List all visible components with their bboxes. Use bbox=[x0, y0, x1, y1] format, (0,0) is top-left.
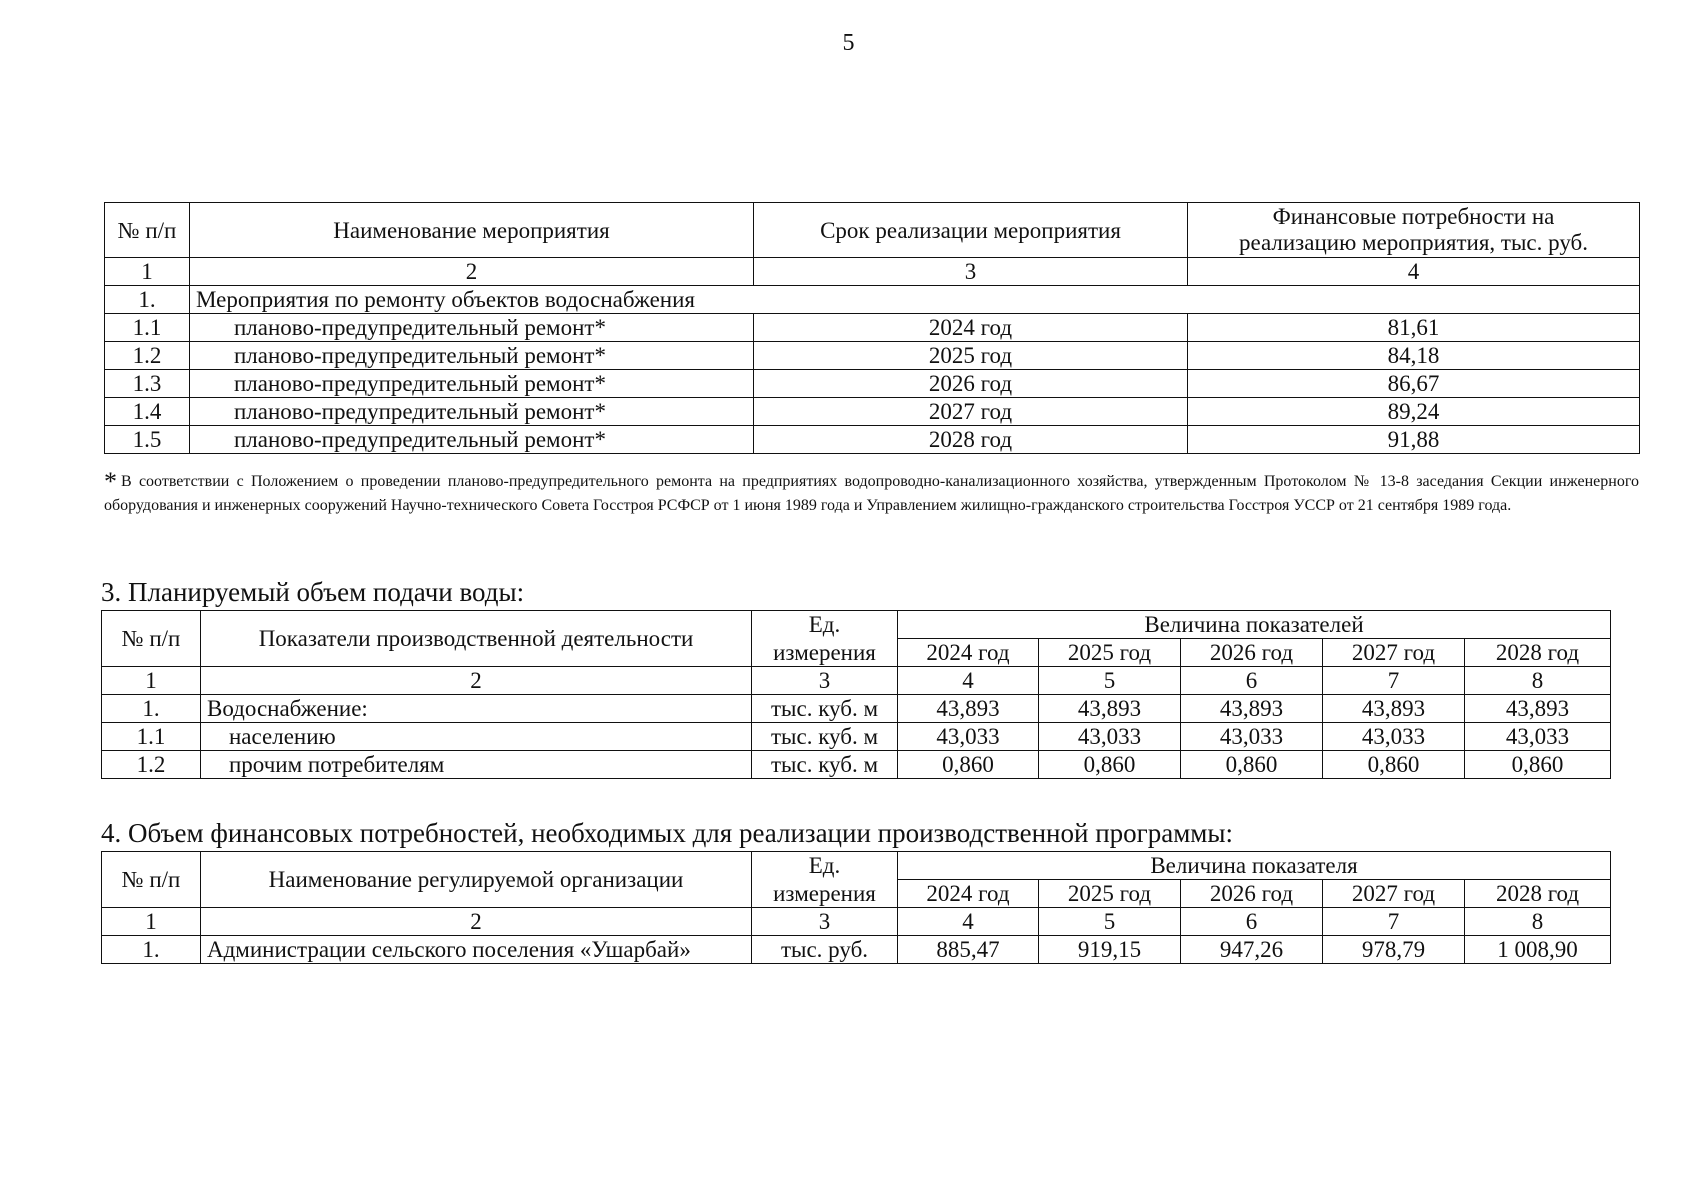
row-value: 43,893 bbox=[1039, 695, 1181, 723]
footnote-text: В соответствии с Положением о проведении планово-предупредительного ремонта на предприятиях водопроводно-канализационного хозяйства, утвержденным Протоколом № 13-8 заседания Секции инженерного оборудования и инженерных сооружений Научно-технического Совета Госстроя РСФСР от 1 июня 1989 года и Управлением жилищно-гражданского строительства Госстроя УССР от 21 сентября 1989 года. bbox=[104, 473, 1639, 514]
row-value: 91,88 bbox=[1188, 426, 1640, 454]
row-name: планово-предупредительный ремонт* bbox=[190, 398, 754, 426]
row-unit: тыс. руб. bbox=[752, 936, 898, 964]
column-numbers-row bbox=[102, 908, 1611, 936]
row-num: 1. bbox=[102, 936, 201, 964]
header-year: 2027 год bbox=[1323, 880, 1465, 908]
col-number: 2 bbox=[190, 258, 754, 286]
col-number: 6 bbox=[1181, 908, 1323, 936]
footnote-star: * bbox=[104, 467, 117, 496]
col-number: 3 bbox=[754, 258, 1188, 286]
water-supply-volume-table bbox=[101, 610, 1611, 779]
header-name: Наименование мероприятия bbox=[190, 203, 754, 258]
row-num: 1.2 bbox=[105, 342, 190, 370]
row-num: 1. bbox=[105, 286, 190, 314]
header-unit-line2: измерения bbox=[752, 880, 898, 908]
col-number: 5 bbox=[1039, 908, 1181, 936]
section-name: Мероприятия по ремонту объектов водоснабжения bbox=[190, 286, 1640, 314]
col-number: 2 bbox=[201, 908, 752, 936]
row-unit: тыс. куб. м bbox=[752, 751, 898, 779]
table-row bbox=[105, 398, 1640, 426]
header-year: 2026 год bbox=[1181, 880, 1323, 908]
table-row bbox=[102, 723, 1611, 751]
row-value: 919,15 bbox=[1039, 936, 1181, 964]
col-number: 3 bbox=[752, 667, 898, 695]
row-value: 43,033 bbox=[1181, 723, 1323, 751]
row-value: 978,79 bbox=[1323, 936, 1465, 964]
row-value: 0,860 bbox=[1465, 751, 1611, 779]
row-unit: тыс. куб. м bbox=[752, 723, 898, 751]
header-unit-line2: измерения bbox=[752, 639, 898, 667]
col-number: 4 bbox=[1188, 258, 1640, 286]
header-num: № п/п bbox=[102, 852, 201, 908]
row-num: 1.5 bbox=[105, 426, 190, 454]
row-name: прочим потребителям bbox=[201, 751, 752, 779]
row-name: планово-предупредительный ремонт* bbox=[190, 342, 754, 370]
column-numbers-row bbox=[102, 667, 1611, 695]
col-number: 1 bbox=[102, 908, 201, 936]
col-number: 1 bbox=[105, 258, 190, 286]
header-year: 2025 год bbox=[1039, 880, 1181, 908]
page-number: 5 bbox=[842, 30, 855, 56]
table-row bbox=[102, 695, 1611, 723]
header-financing bbox=[1188, 203, 1640, 258]
header-num: № п/п bbox=[102, 611, 201, 667]
row-num: 1.1 bbox=[102, 723, 201, 751]
table-section-row bbox=[105, 286, 1640, 314]
row-value: 0,860 bbox=[898, 751, 1039, 779]
header-financing-line2: реализацию мероприятия, тыс. руб. bbox=[1239, 230, 1588, 255]
row-value: 43,033 bbox=[898, 723, 1039, 751]
row-name: Администрации сельского поселения «Ушарбай» bbox=[201, 936, 752, 964]
row-value: 1 008,90 bbox=[1465, 936, 1611, 964]
table-row bbox=[102, 751, 1611, 779]
row-value: 89,24 bbox=[1188, 398, 1640, 426]
row-value: 0,860 bbox=[1039, 751, 1181, 779]
table-header-row bbox=[102, 611, 1611, 639]
row-value: 43,893 bbox=[1323, 695, 1465, 723]
row-num: 1.1 bbox=[105, 314, 190, 342]
col-number: 4 bbox=[898, 908, 1039, 936]
row-name: населению bbox=[201, 723, 752, 751]
row-value: 43,893 bbox=[1465, 695, 1611, 723]
header-year: 2027 год bbox=[1323, 639, 1465, 667]
repair-measures-table bbox=[104, 202, 1640, 454]
header-term: Срок реализации мероприятия bbox=[754, 203, 1188, 258]
row-num: 1.3 bbox=[105, 370, 190, 398]
col-number: 2 bbox=[201, 667, 752, 695]
section-3-title: 3. Планируемый объем подачи воды: bbox=[101, 577, 525, 607]
row-value: 43,033 bbox=[1039, 723, 1181, 751]
row-name: планово-предупредительный ремонт* bbox=[190, 426, 754, 454]
header-unit-line1: Ед. bbox=[752, 852, 898, 880]
row-term: 2026 год bbox=[754, 370, 1188, 398]
row-value: 0,860 bbox=[1323, 751, 1465, 779]
table-row bbox=[105, 342, 1640, 370]
header-num: № п/п bbox=[105, 203, 190, 258]
col-number: 8 bbox=[1465, 908, 1611, 936]
financial-needs-table bbox=[101, 851, 1611, 964]
col-number: 4 bbox=[898, 667, 1039, 695]
header-year: 2024 год bbox=[898, 639, 1039, 667]
col-number: 8 bbox=[1465, 667, 1611, 695]
column-numbers-row bbox=[105, 258, 1640, 286]
row-value: 43,033 bbox=[1465, 723, 1611, 751]
table-row bbox=[102, 936, 1611, 964]
row-value: 81,61 bbox=[1188, 314, 1640, 342]
row-value: 43,033 bbox=[1323, 723, 1465, 751]
col-number: 1 bbox=[102, 667, 201, 695]
row-value: 947,26 bbox=[1181, 936, 1323, 964]
header-values-group: Величина показателя bbox=[898, 852, 1611, 880]
table-header-row bbox=[102, 852, 1611, 880]
header-year: 2026 год bbox=[1181, 639, 1323, 667]
table-row bbox=[105, 370, 1640, 398]
header-year: 2028 год bbox=[1465, 639, 1611, 667]
row-value: 86,67 bbox=[1188, 370, 1640, 398]
col-number: 5 bbox=[1039, 667, 1181, 695]
row-term: 2027 год bbox=[754, 398, 1188, 426]
row-value: 84,18 bbox=[1188, 342, 1640, 370]
row-term: 2028 год bbox=[754, 426, 1188, 454]
row-value: 885,47 bbox=[898, 936, 1039, 964]
col-number: 7 bbox=[1323, 908, 1465, 936]
row-name: планово-предупредительный ремонт* bbox=[190, 314, 754, 342]
row-value: 0,860 bbox=[1181, 751, 1323, 779]
table-header-row bbox=[105, 203, 1640, 258]
row-name: планово-предупредительный ремонт* bbox=[190, 370, 754, 398]
row-value: 43,893 bbox=[1181, 695, 1323, 723]
header-org: Наименование регулируемой организации bbox=[201, 852, 752, 908]
header-year: 2028 год bbox=[1465, 880, 1611, 908]
footnote bbox=[104, 467, 1639, 518]
col-number: 3 bbox=[752, 908, 898, 936]
header-unit-line1: Ед. bbox=[752, 611, 898, 639]
header-year: 2025 год bbox=[1039, 639, 1181, 667]
header-values-group: Величина показателей bbox=[898, 611, 1611, 639]
section-4-title: 4. Объем финансовых потребностей, необходимых для реализации производственной программы: bbox=[101, 818, 1234, 848]
col-number: 7 bbox=[1323, 667, 1465, 695]
header-financing-line1: Финансовые потребности на bbox=[1272, 203, 1555, 229]
row-name: Водоснабжение: bbox=[201, 695, 752, 723]
header-indicator: Показатели производственной деятельности bbox=[201, 611, 752, 667]
col-number: 6 bbox=[1181, 667, 1323, 695]
row-term: 2025 год bbox=[754, 342, 1188, 370]
row-term: 2024 год bbox=[754, 314, 1188, 342]
row-num: 1. bbox=[102, 695, 201, 723]
header-year: 2024 год bbox=[898, 880, 1039, 908]
row-unit: тыс. куб. м bbox=[752, 695, 898, 723]
row-value: 43,893 bbox=[898, 695, 1039, 723]
table-row bbox=[105, 426, 1640, 454]
row-num: 1.4 bbox=[105, 398, 190, 426]
row-num: 1.2 bbox=[102, 751, 201, 779]
table-row bbox=[105, 314, 1640, 342]
